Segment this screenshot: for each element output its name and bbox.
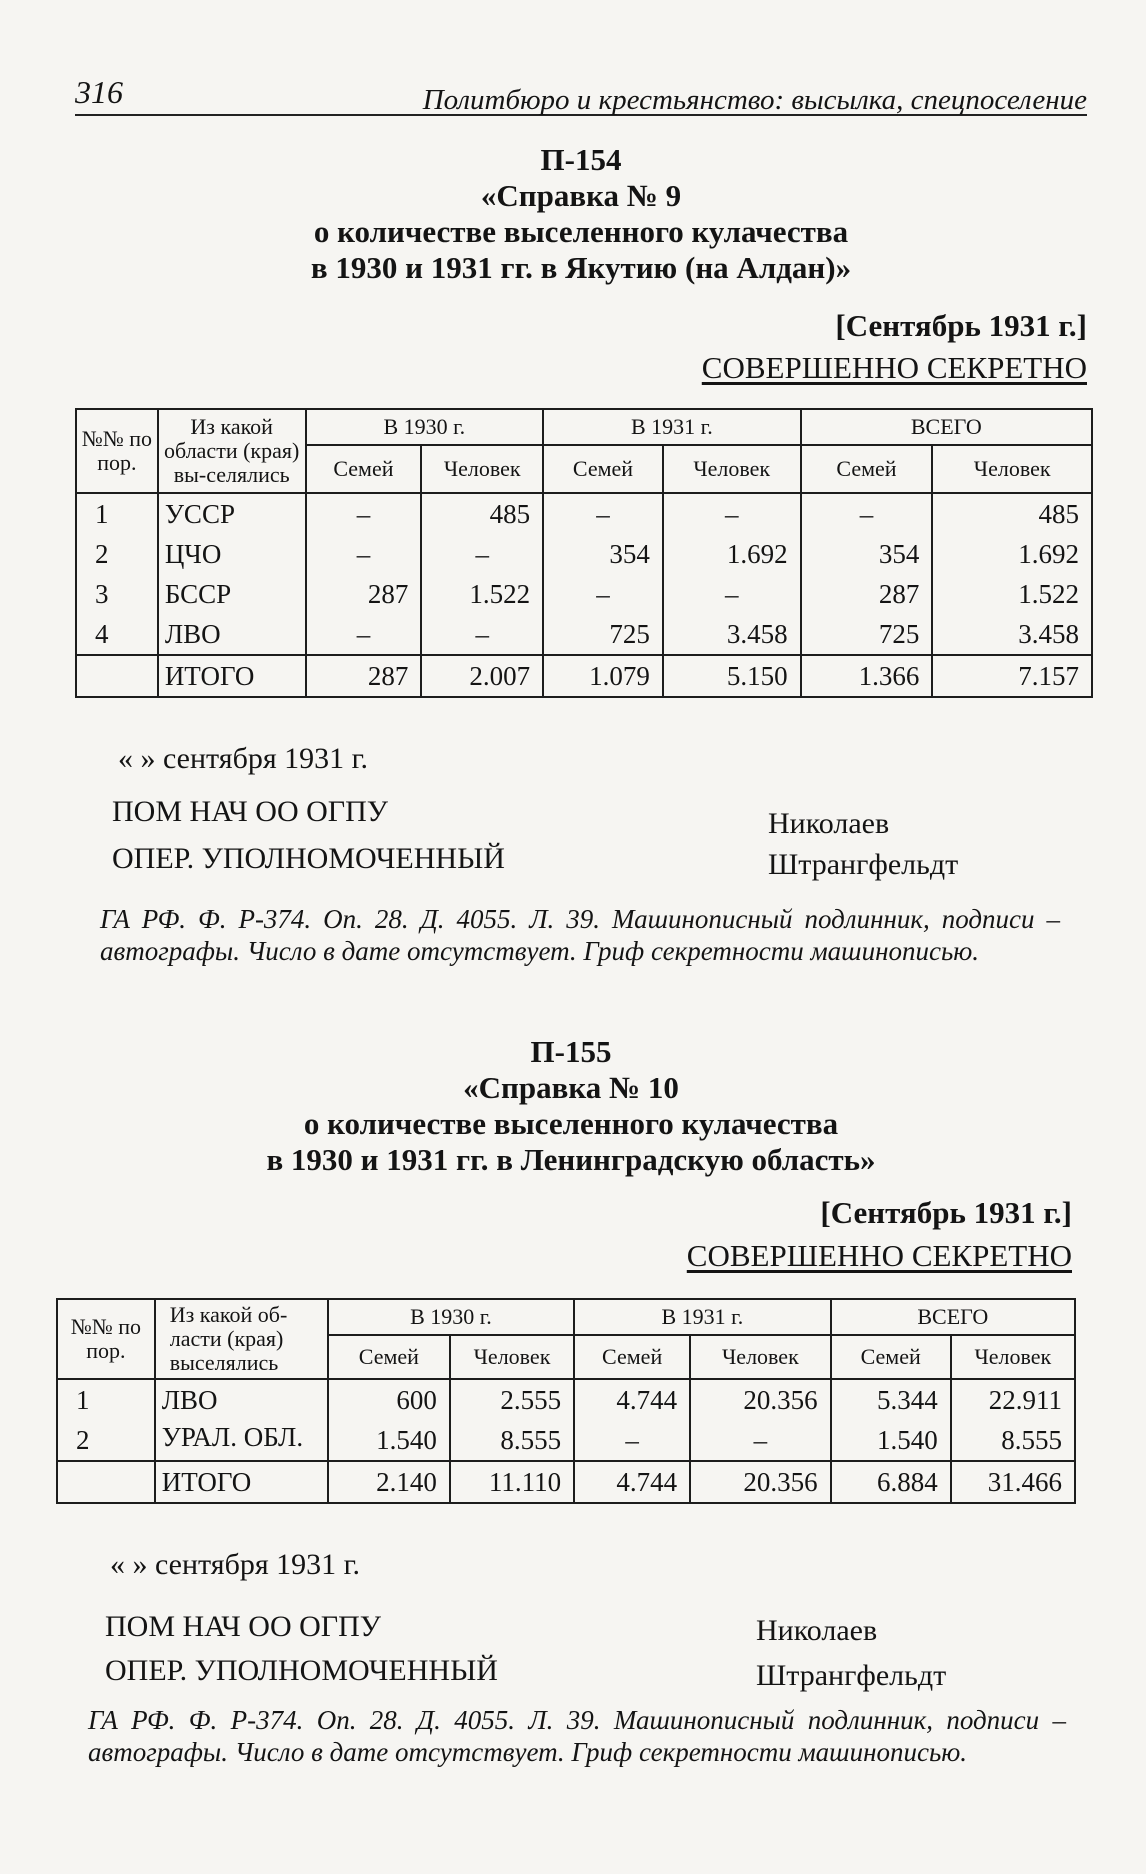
cell-people-1931: – <box>663 574 801 614</box>
doc-1-signature-name: Николаев <box>768 807 890 840</box>
doc-1-signature-name: Штрангфельдт <box>768 848 959 881</box>
cell-people-total: 485 <box>932 493 1092 534</box>
col-header-families: Семей <box>831 1335 951 1379</box>
cell-num: 2 <box>57 1420 155 1461</box>
table-row <box>57 1420 1075 1461</box>
cell-region: ЛВО <box>158 614 306 655</box>
col-header-total: ВСЕГО <box>831 1299 1075 1335</box>
cell-total-people: 31.466 <box>951 1461 1075 1503</box>
doc-2-number: П-155 <box>530 1034 612 1069</box>
cell-total-people-1930: 2.007 <box>421 655 543 697</box>
doc-2-source-note: ГА РФ. Ф. Р-374. Оп. 28. Д. 4055. Л. 39. Машинописный подлинник, подписи – автографы. Число в дате отсутствует. Гриф секретности машинописью. <box>88 1705 1066 1767</box>
cell-people-1930: 2.555 <box>450 1379 574 1420</box>
cell-total-label: ИТОГО <box>158 655 306 697</box>
cell-people-1931: – <box>690 1420 830 1461</box>
cell-num-empty <box>57 1461 155 1503</box>
table-row <box>76 574 1092 614</box>
running-header <box>75 68 1087 116</box>
cell-people-1931: – <box>663 493 801 534</box>
col-header-people: Человек <box>690 1335 830 1379</box>
doc-1-number: П-154 <box>540 142 622 177</box>
doc-2-date-bracket: [Сентябрь 1931 г.] <box>820 1195 1072 1230</box>
cell-families-1930: – <box>306 614 422 655</box>
cell-people-total: 8.555 <box>951 1420 1075 1461</box>
cell-families-1930: 287 <box>306 574 422 614</box>
doc-2-signature-name: Штрангфельдт <box>756 1659 947 1692</box>
cell-families-1931: – <box>574 1420 690 1461</box>
doc-1-title-line: в 1930 и 1931 гг. в Якутию (на Алдан)» <box>310 250 852 285</box>
doc-2-date-line: « » сентября 1931 г. <box>110 1548 361 1581</box>
col-header-1930: В 1930 г. <box>328 1299 574 1335</box>
doc-1-date-bracket: [Сентябрь 1931 г.] <box>835 308 1087 343</box>
cell-total-families-1931: 1.079 <box>543 655 663 697</box>
doc-2-signature-position: ОПЕР. УПОЛНОМОЧЕННЫЙ <box>105 1654 498 1687</box>
doc-1-heading <box>75 142 1087 286</box>
cell-total-people: 7.157 <box>932 655 1092 697</box>
cell-families-1931: 725 <box>543 614 663 655</box>
col-header-families: Семей <box>801 445 933 493</box>
table-row <box>76 493 1092 534</box>
col-header-people: Человек <box>421 445 543 493</box>
cell-num: 3 <box>76 574 158 614</box>
table-header-row <box>57 1299 1075 1335</box>
doc-2-title-line: о количестве выселенного кулачества <box>303 1106 839 1141</box>
cell-families-1931: 354 <box>543 534 663 574</box>
table-total-row <box>76 655 1092 697</box>
cell-families-1930: – <box>306 493 422 534</box>
table-row <box>76 614 1092 655</box>
doc-2-secrecy-stamp: СОВЕРШЕННО СЕКРЕТНО <box>686 1238 1072 1273</box>
col-header-1931: В 1931 г. <box>543 409 801 445</box>
col-header-people: Человек <box>951 1335 1075 1379</box>
doc-1-signature-position: ОПЕР. УПОЛНОМОЧЕННЫЙ <box>112 842 505 875</box>
table-header-row <box>76 409 1092 445</box>
cell-num: 2 <box>76 534 158 574</box>
cell-families-1931: – <box>543 493 663 534</box>
cell-total-families-1931: 4.744 <box>574 1461 690 1503</box>
col-header-families: Семей <box>306 445 422 493</box>
col-header-people: Человек <box>663 445 801 493</box>
cell-families-1930: 600 <box>328 1379 450 1420</box>
cell-people-total: 3.458 <box>932 614 1092 655</box>
cell-families-1930: – <box>306 534 422 574</box>
cell-families-1931: 4.744 <box>574 1379 690 1420</box>
col-header-families: Семей <box>328 1335 450 1379</box>
doc-1-title-line: «Справка № 9 <box>480 178 682 213</box>
doc-1-source-note: ГА РФ. Ф. Р-374. Оп. 28. Д. 4055. Л. 39. Машинописный подлинник, подписи – автографы. Число в дате отсутствует. Гриф секретности машинописью. <box>100 904 1060 966</box>
cell-num-empty <box>76 655 158 697</box>
cell-num: 4 <box>76 614 158 655</box>
cell-people-1930: – <box>421 534 543 574</box>
cell-families-1930: 1.540 <box>328 1420 450 1461</box>
col-header-num: №№ по пор. <box>57 1299 155 1379</box>
cell-people-total: 1.522 <box>932 574 1092 614</box>
cell-families-total: 287 <box>801 574 933 614</box>
cell-families-total: 354 <box>801 534 933 574</box>
col-header-region: Из какой области (края) вы-селялись <box>158 409 306 493</box>
doc-1-table <box>75 408 1093 698</box>
doc-2-signature-position: ПОМ НАЧ ОО ОГПУ <box>105 1610 382 1643</box>
cell-people-1931: 20.356 <box>690 1379 830 1420</box>
cell-people-1931: 1.692 <box>663 534 801 574</box>
cell-people-1930: – <box>421 614 543 655</box>
cell-region: БССР <box>158 574 306 614</box>
cell-people-1930: 1.522 <box>421 574 543 614</box>
doc-2-heading <box>65 1034 1077 1178</box>
col-header-total: ВСЕГО <box>801 409 1092 445</box>
doc-1-title-line: о количестве выселенного кулачества <box>313 214 849 249</box>
doc-2-title-line: в 1930 и 1931 гг. в Ленинградскую область» <box>266 1142 876 1177</box>
doc-1-secrecy-stamp: СОВЕРШЕННО СЕКРЕТНО <box>701 350 1087 385</box>
page-number: 316 <box>75 74 123 110</box>
cell-people-1930: 8.555 <box>450 1420 574 1461</box>
cell-families-total: 5.344 <box>831 1379 951 1420</box>
cell-total-people-1931: 20.356 <box>690 1461 830 1503</box>
cell-total-people-1931: 5.150 <box>663 655 801 697</box>
col-header-num: №№ по пор. <box>76 409 158 493</box>
doc-1-date-line: « » сентября 1931 г. <box>118 742 369 775</box>
col-header-families: Семей <box>543 445 663 493</box>
cell-region: ЛВО <box>155 1379 328 1420</box>
cell-region: ЦЧО <box>158 534 306 574</box>
cell-total-families-1930: 287 <box>306 655 422 697</box>
table-row <box>76 534 1092 574</box>
col-header-region: Из какой об-ласти (края) выселялись <box>155 1299 328 1379</box>
cell-num: 1 <box>76 493 158 534</box>
cell-families-total: 725 <box>801 614 933 655</box>
cell-total-label: ИТОГО <box>155 1461 328 1503</box>
cell-total-families: 1.366 <box>801 655 933 697</box>
cell-region: УРАЛ. ОБЛ. <box>155 1420 328 1461</box>
cell-total-families-1930: 2.140 <box>328 1461 450 1503</box>
cell-total-families: 6.884 <box>831 1461 951 1503</box>
cell-people-1930: 485 <box>421 493 543 534</box>
cell-total-people-1930: 11.110 <box>450 1461 574 1503</box>
doc-2-title-line: «Справка № 10 <box>463 1070 679 1105</box>
cell-region: УССР <box>158 493 306 534</box>
cell-families-total: – <box>801 493 933 534</box>
col-header-1930: В 1930 г. <box>306 409 544 445</box>
col-header-1931: В 1931 г. <box>574 1299 831 1335</box>
col-header-people: Человек <box>450 1335 574 1379</box>
cell-people-total: 1.692 <box>932 534 1092 574</box>
doc-2-signature-name: Николаев <box>756 1614 878 1647</box>
doc-2-table <box>56 1298 1076 1504</box>
cell-families-1931: – <box>543 574 663 614</box>
doc-1-signature-position: ПОМ НАЧ ОО ОГПУ <box>112 795 389 828</box>
cell-people-total: 22.911 <box>951 1379 1075 1420</box>
col-header-people: Человек <box>932 445 1092 493</box>
cell-num: 1 <box>57 1379 155 1420</box>
table-row <box>57 1379 1075 1420</box>
cell-people-1931: 3.458 <box>663 614 801 655</box>
running-title: Политбюро и крестьянство: высылка, спецпоселение <box>422 84 1087 116</box>
col-header-families: Семей <box>574 1335 690 1379</box>
table-total-row <box>57 1461 1075 1503</box>
cell-families-total: 1.540 <box>831 1420 951 1461</box>
